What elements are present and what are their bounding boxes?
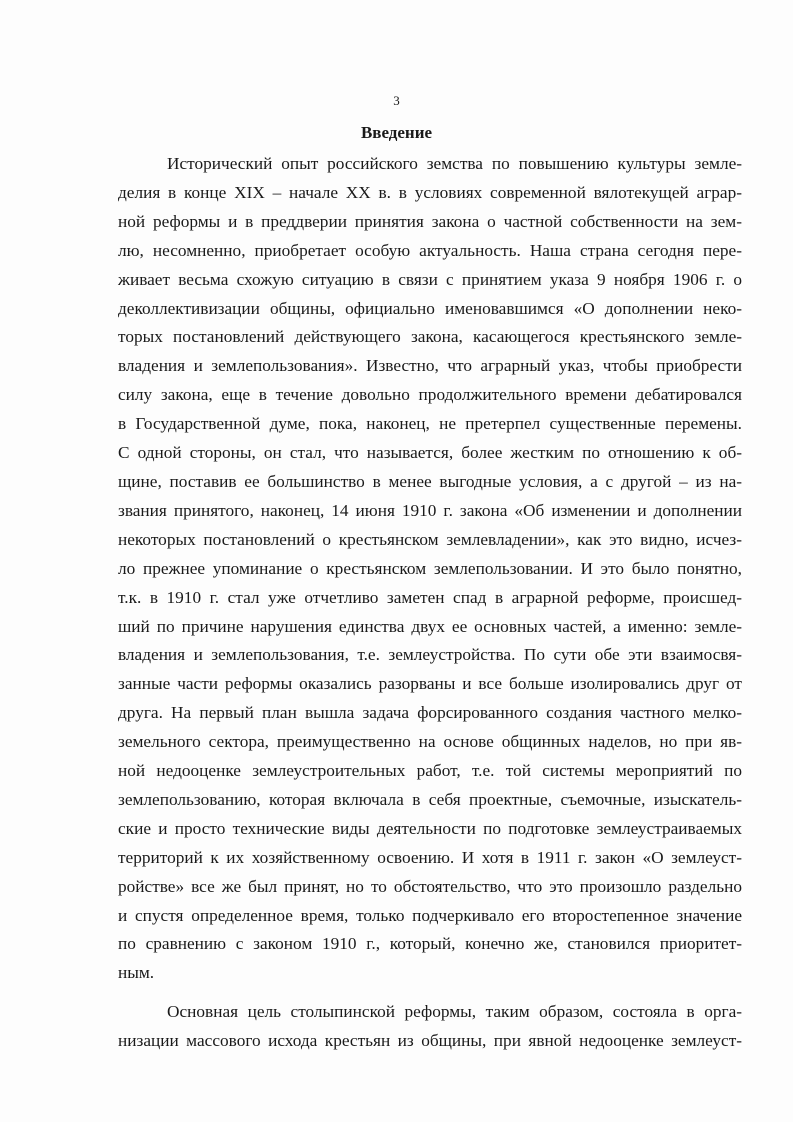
text-line: торых постановлений действующего закона, касающегося крестьянского земле- [118,327,742,347]
text-line: ройстве» все же был принят, но то обстоятельство, что это произошло раздельно [118,876,742,896]
text-line: некоторых постановлений о крестьянском землевладении», как это видно, исчез- [118,529,742,549]
section-title: Введение [360,123,433,142]
text-line: владения и землепользования». Известно, что аграрный указ, чтобы приобрести [118,356,742,376]
paragraph [118,150,742,988]
text-line: силу закона, еще в течение довольно продолжительного времени дебатировался [118,385,742,405]
text-line: ной реформы и в преддверии принятия закона о частной собственности на зем- [118,211,742,231]
text-line: т.к. в 1910 г. стал уже отчетливо заметен спад в аграрной реформе, происшед- [118,587,742,607]
text-line: Основная цель столыпинской реформы, таким образом, состояла в орга- [167,1002,742,1022]
text-line: лю, несомненно, приобретает особую актуальность. Наша страна сегодня пере- [118,240,742,260]
text-line: ло прежнее упоминание о крестьянском землепользовании. И это было понятно, [118,558,742,578]
text-line: ным. [118,963,155,983]
text-line: звания принятого, наконец, 14 июня 1910 г. закона «Об изменении и дополнении [118,500,742,520]
paragraph [118,998,742,1056]
text-line: Исторический опыт российского земства по повышению культуры земле- [167,154,742,173]
page-number: 3 [393,93,400,108]
text-line: живает весьма схожую ситуацию в связи с принятием указа 9 ноября 1906 г. о [118,269,742,289]
text-line: земельного сектора, преимущественно на основе общинных наделов, но при яв- [118,732,742,752]
text-line: низации массового исхода крестьян из общины, при явной недооценке землеуст- [118,1031,742,1051]
text-line: деколлективизации общины, официально именовавшимся «О дополнении неко- [118,298,742,318]
text-line: и спустя определенное время, только подчеркивало его второстепенное значение [118,905,742,925]
text-line: по сравнению с законом 1910 г., который, конечно же, становился приоритет- [118,934,742,954]
text-line: ной недооценке землеустроительных работ, т.е. той системы мероприятий по [118,761,742,781]
text-line: владения и землепользования, т.е. землеустройства. По сути обе эти взаимосвя- [118,645,742,665]
text-line: занные части реформы оказались разорваны и все больше изолировались друг от [118,674,742,694]
text-line: в Государственной думе, пока, наконец, не претерпел существенные перемены. [118,414,742,434]
text-line: С одной стороны, он стал, что называется, более жестким по отношению к об- [118,443,742,463]
text-line: ские и просто технические виды деятельности по подготовке землеустраиваемых [118,818,742,838]
text-line: щине, поставив ее большинство в менее выгодные условия, а с другой – из на- [118,471,742,491]
text-line: делия в конце XIX – начале XX в. в условиях современной вялотекущей аграр- [118,182,742,202]
body-text [118,150,742,1056]
text-line: ший по причине нарушения единства двух ее основных частей, а именно: земле- [118,616,742,636]
text-line: друга. На первый план вышла задача форсированного создания частного мелко- [118,703,742,723]
text-line: территорий к их хозяйственному освоению. И хотя в 1911 г. закон «О землеуст- [118,847,742,867]
text-line: землепользованию, которая включала в себя проектные, съемочные, изыскатель- [118,789,742,809]
